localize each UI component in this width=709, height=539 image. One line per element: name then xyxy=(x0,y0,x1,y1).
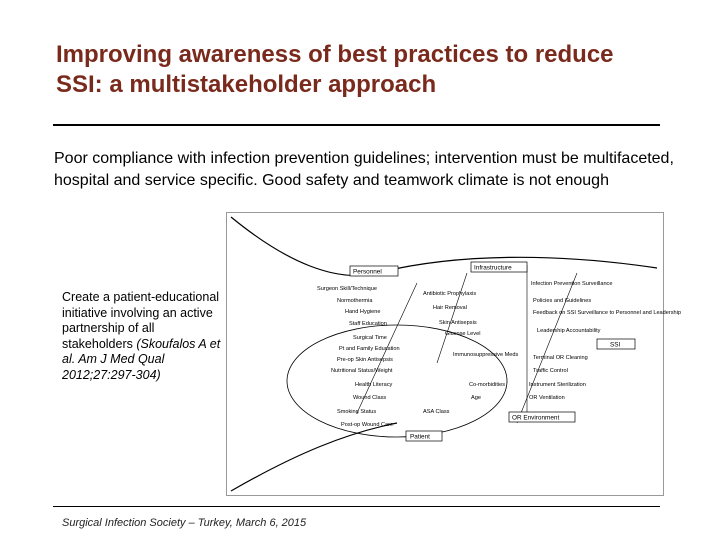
item-hand-hygiene: Hand Hygiene xyxy=(345,309,381,315)
item-antibiotic-prophylaxis: Antibiotic Prophylaxis xyxy=(423,291,477,297)
fish-head-upper xyxy=(231,217,657,276)
patient-label: Patient xyxy=(410,433,430,441)
body-paragraph: Poor compliance with infection prevention guidelines; intervention must be multifaceted, hospital and service specific. Good safety and teamwork climate is not enough xyxy=(54,150,674,189)
footer-divider xyxy=(53,506,660,507)
item-instrument-sterilization: Instrument Sterilization xyxy=(529,382,586,388)
fish-head-lower xyxy=(231,423,397,491)
item-policies-guidelines: Policies and Guidelines xyxy=(533,298,592,304)
patient-ellipse xyxy=(287,325,507,437)
spine-line-2 xyxy=(437,273,467,363)
item-feedback-ssi: Feedback on SSI Surveillance to Personnel and Leadership xyxy=(533,310,682,316)
item-nutritional-status: Nutritional Status/Weight xyxy=(331,368,393,374)
item-staff-education: Staff Education xyxy=(349,321,387,327)
item-hair-removal: Hair Removal xyxy=(433,305,467,311)
item-smoking-status: Smoking Status xyxy=(337,409,377,415)
item-glucose-level: Glucose Level xyxy=(445,331,481,337)
personnel-label: Personnel xyxy=(353,268,382,276)
side-note-text: Create a patient-educational initiative involving an active partnership of all stakeholders xyxy=(62,290,220,351)
item-pt-family-education: Pt and Family Education xyxy=(339,346,400,352)
side-note xyxy=(62,290,222,383)
slide-title xyxy=(56,40,676,100)
item-health-literacy: Health Literacy xyxy=(355,382,393,388)
infrastructure-label: Infrastructure xyxy=(474,264,512,272)
item-age: Age xyxy=(471,395,481,401)
item-infection-prevention: Infection Prevention Surveillance xyxy=(531,281,613,287)
item-traffic-control: Traffic Control xyxy=(533,368,568,374)
or-environment-label: OR Environment xyxy=(512,414,560,422)
item-terminal-or-cleaning: Terminal OR Cleaning xyxy=(533,355,588,361)
title-divider xyxy=(53,124,660,126)
fishbone-diagram xyxy=(226,212,682,496)
slide-title-line-1: Improving awareness of best practices to reduce xyxy=(56,41,614,68)
item-preop-skin-antisepsis: Pre-op Skin Antisepsis xyxy=(337,357,393,363)
item-immunosuppressive-meds: Immunosuppressive Meds xyxy=(453,352,519,358)
item-surgical-time: Surgical Time xyxy=(353,335,387,341)
item-postop-wound-care: Post-op Wound Care xyxy=(341,422,394,428)
item-leadership-accountability: Leadership Accountability xyxy=(537,328,601,334)
side-note-citation: (Skoufalos A et al. Am J Med Qual 2012;27:297-304) xyxy=(62,336,221,382)
item-co-morbidities: Co-morbidities xyxy=(469,382,506,388)
ssi-label: SSI xyxy=(610,341,621,349)
item-skin-antisepsis: Skin Antisepsis xyxy=(439,320,477,326)
slide-title-line-2: SSI: a multistakeholder approach xyxy=(56,71,437,98)
item-asa-class: ASA Class xyxy=(423,409,450,415)
item-normothermia: Normothermia xyxy=(337,298,373,304)
item-surgeon-skill: Surgeon Skill/Technique xyxy=(317,286,378,292)
item-wound-class: Wound Class xyxy=(353,395,387,401)
item-or-ventilation: OR Ventilation xyxy=(529,395,565,401)
slide-footer: Surgical Infection Society – Turkey, March 6, 2015 xyxy=(62,517,307,529)
